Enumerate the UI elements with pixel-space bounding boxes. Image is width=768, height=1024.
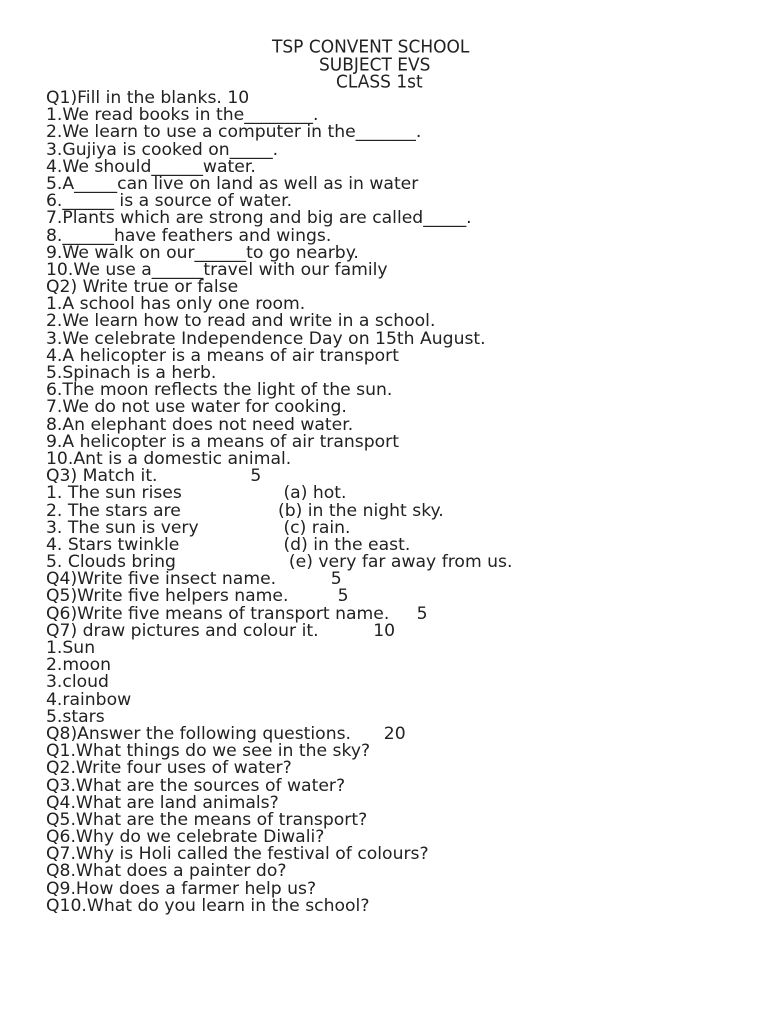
q8-item: Q5.What are the means of transport?: [46, 809, 368, 830]
q2-item: 4.A helicopter is a means of air transport: [46, 345, 399, 366]
q8-item: Q9.How does a farmer help us?: [46, 878, 317, 899]
q1-item: 9.We walk on our______to go nearby.: [46, 242, 359, 263]
q1-item: 6.______ is a source of water.: [46, 191, 293, 212]
q2-item: 9.A helicopter is a means of air transport: [46, 431, 399, 452]
q8-title: Q8)Answer the following questions. 20: [46, 723, 406, 744]
match-right: (b) in the night sky.: [278, 500, 444, 521]
school-name: TSP CONVENT SCHOOL: [272, 36, 470, 58]
q4-title: Q4)Write five insect name. 5: [46, 569, 342, 590]
q2-item: 8.An elephant does not need water.: [46, 414, 354, 435]
q8-item: Q7.Why is Holi called the festival of colours?: [46, 844, 429, 865]
match-left: 1. The sun rises: [46, 483, 182, 504]
q2-title: Q2) Write true or false: [46, 277, 239, 298]
q7-item: 4.rainbow: [46, 689, 132, 710]
subject-line: SUBJECT EVS: [319, 54, 431, 76]
q8-item: Q6.Why do we celebrate Diwali?: [46, 827, 325, 848]
match-left: 2. The stars are: [46, 500, 181, 521]
q8-item: Q3.What are the sources of water?: [46, 775, 346, 796]
q2-item: 6.The moon reflects the light of the sun.: [46, 380, 393, 401]
q2-item: 7.We do not use water for cooking.: [46, 397, 347, 418]
match-left: 4. Stars twinkle: [46, 534, 180, 555]
q1-item: 8.______have feathers and wings.: [46, 225, 332, 246]
q2-item: 2.We learn how to read and write in a school.: [46, 311, 436, 332]
worksheet-body: [46, 90, 746, 915]
q2-item: 10.Ant is a domestic animal.: [46, 448, 292, 469]
match-left: 5. Clouds bring: [46, 552, 176, 573]
q5-title: Q5)Write five helpers name. 5: [46, 586, 349, 607]
q8-item: Q10.What do you learn in the school?: [46, 895, 370, 916]
q2-item: 5.Spinach is a herb.: [46, 363, 217, 383]
q7-title: Q7) draw pictures and colour it. 10: [46, 620, 396, 641]
match-right: (d) in the east.: [278, 534, 411, 555]
match-right: (c) rain.: [278, 517, 351, 538]
match-row: [46, 485, 746, 502]
q1-item: 7.Plants which are strong and big are called_____.: [46, 208, 472, 229]
match-right: (e) very far away from us.: [278, 552, 513, 573]
q1-item: 5.A_____can live on land as well as in water: [46, 173, 419, 194]
q7-item: 1.Sun: [46, 638, 96, 658]
q1-item: 1.We read books in the________.: [46, 105, 319, 126]
q7-item: 2.moon: [46, 655, 112, 676]
match-right: (a) hot.: [278, 483, 347, 504]
q2-item: 1.A school has only one room.: [46, 294, 306, 315]
class-line: CLASS 1st: [336, 71, 423, 93]
q1-item: 4.We should______water.: [46, 156, 256, 177]
q8-item: Q2.Write four uses of water?: [46, 758, 292, 779]
q1-item: 3.Gujiya is cooked on_____.: [46, 139, 279, 160]
q3-title: Q3) Match it. 5: [46, 466, 262, 487]
q1-item: 10.We use a______travel with our family: [46, 259, 388, 280]
q7-item: 5.stars: [46, 706, 105, 727]
q8-item: Q8.What does a painter do?: [46, 861, 287, 882]
q8-item: Q4.What are land animals?: [46, 792, 279, 813]
q2-item: 3.We celebrate Independence Day on 15th August.: [46, 328, 486, 349]
q8-item: Q1.What things do we see in the sky?: [46, 741, 371, 762]
q1-item: 2.We learn to use a computer in the_______.: [46, 122, 422, 143]
match-left: 3. The sun is very: [46, 517, 199, 538]
q6-title: Q6)Write five means of transport name. 5: [46, 603, 428, 624]
q1-title: Q1)Fill in the blanks. 10: [46, 88, 250, 108]
q7-item: 3.cloud: [46, 672, 109, 693]
